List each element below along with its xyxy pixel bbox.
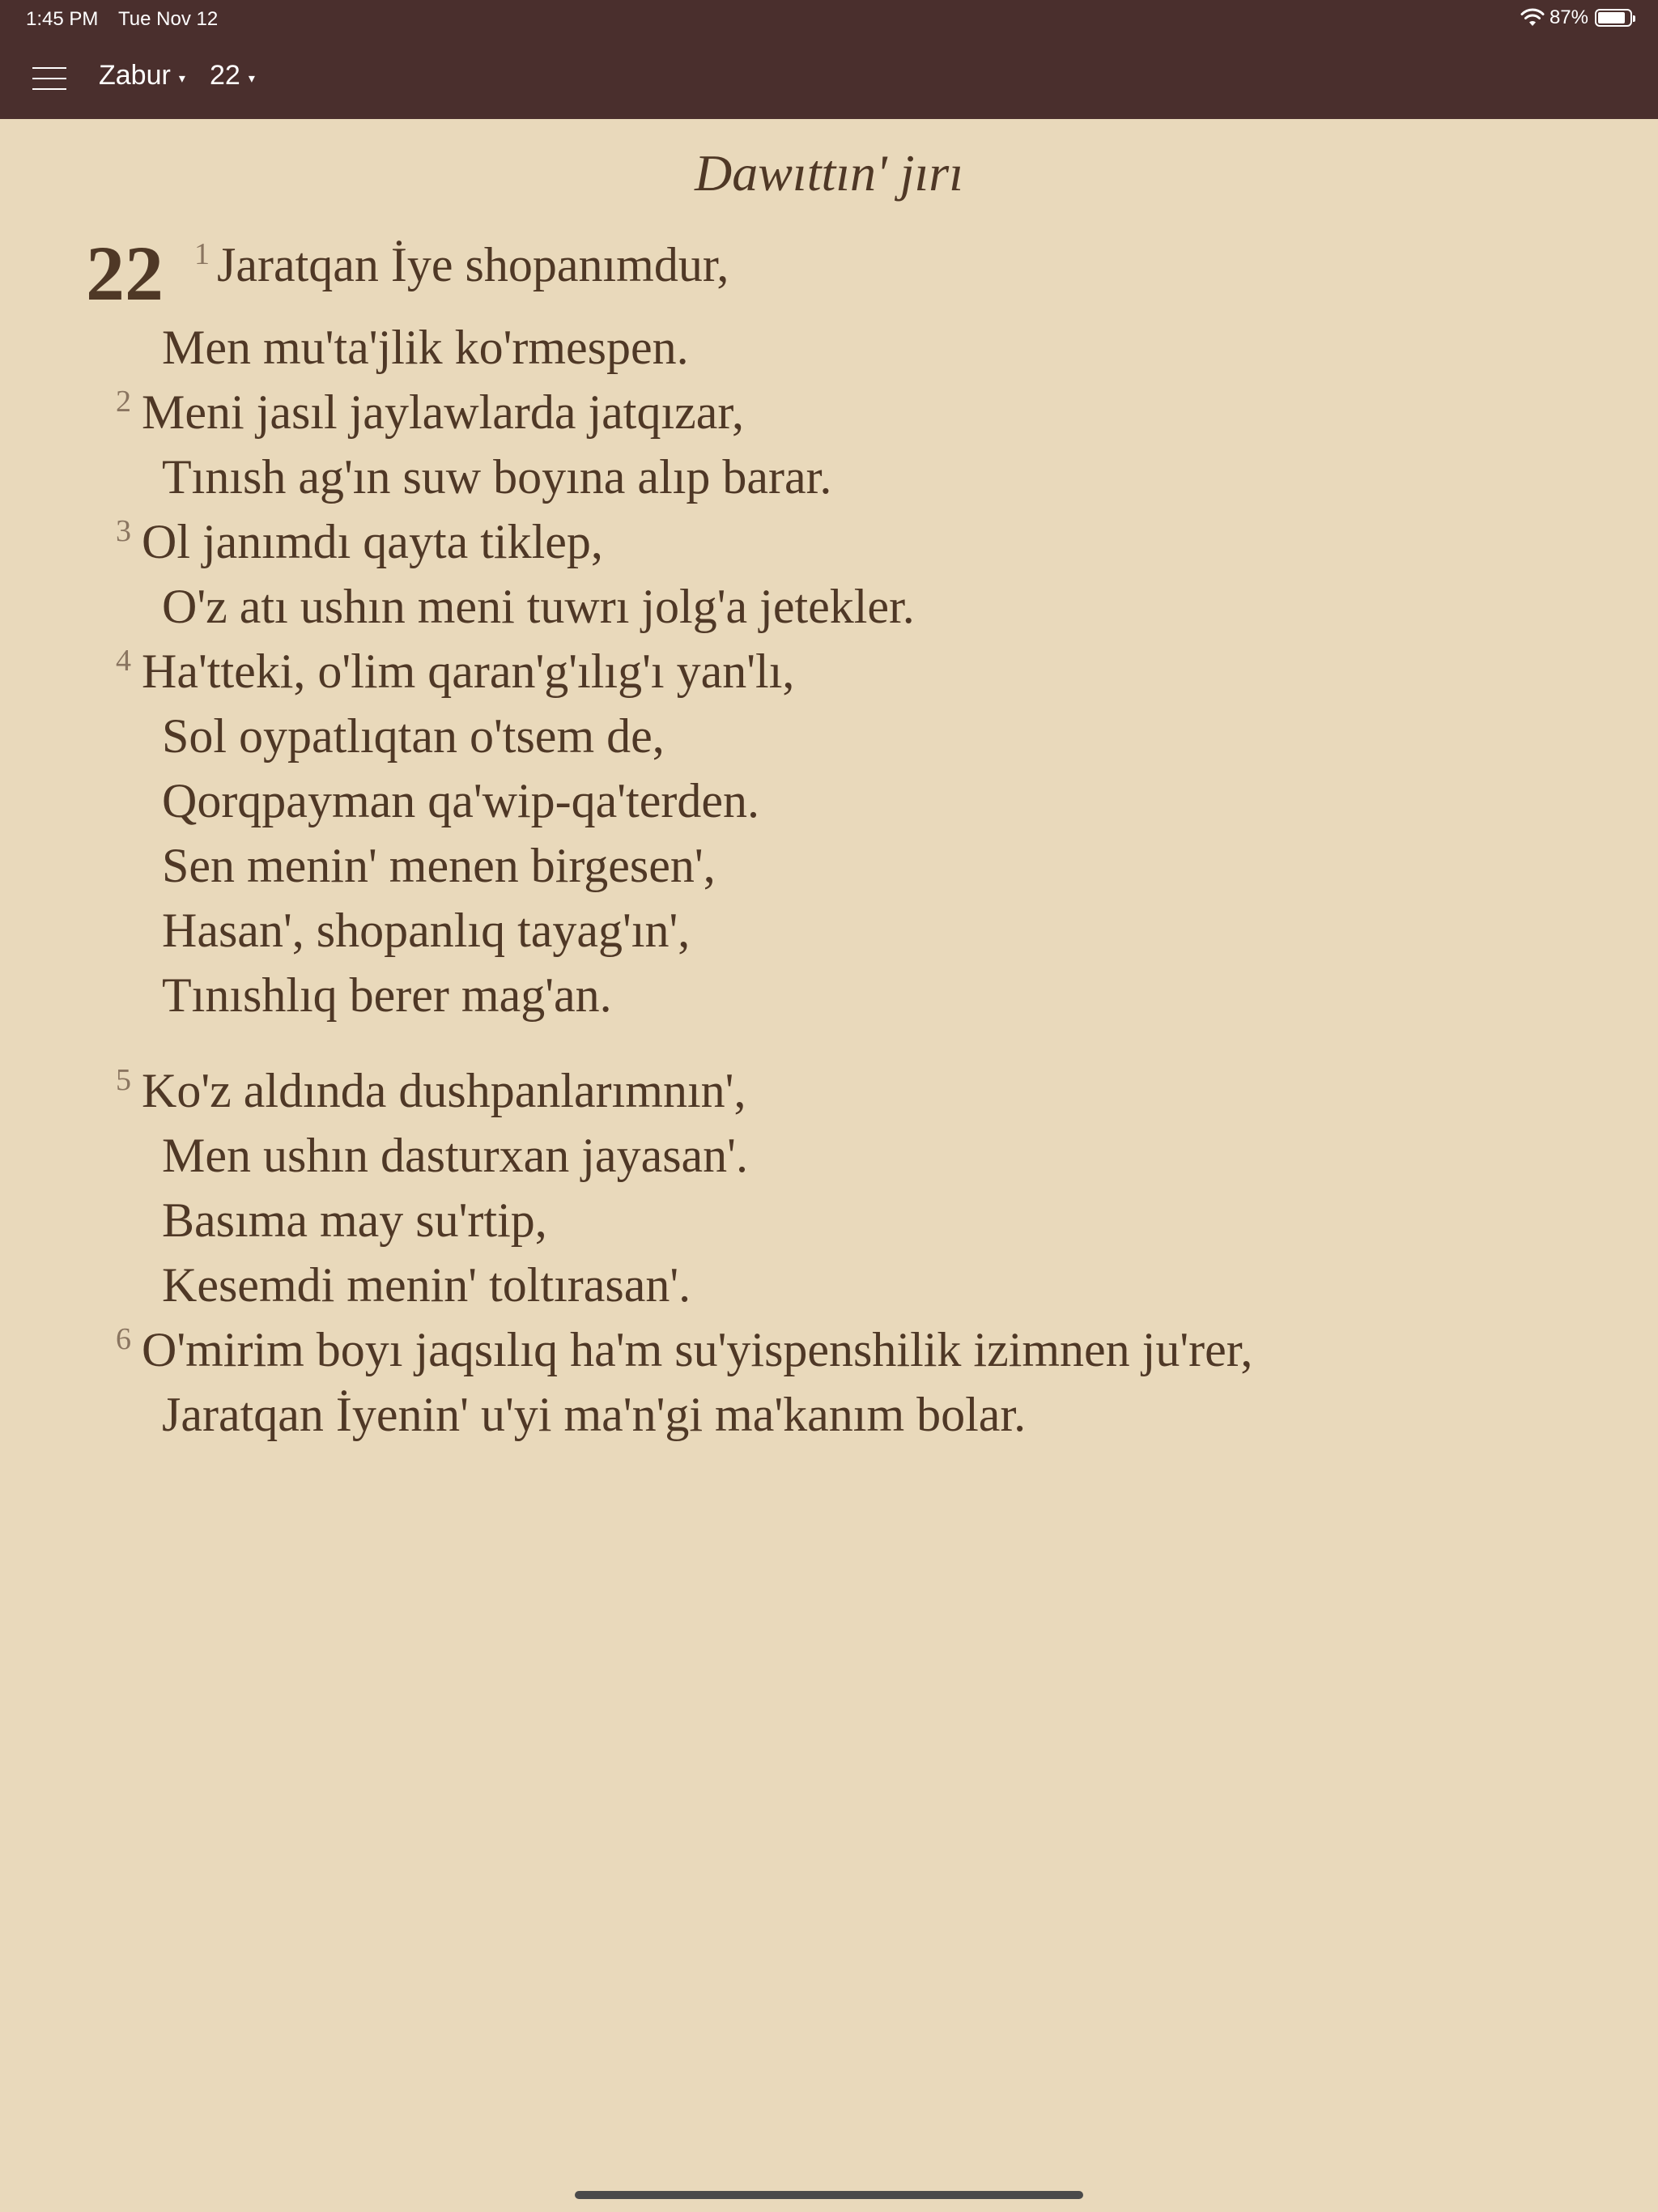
navigation-bar bbox=[0, 38, 1658, 119]
verse-line: Tınısh ag'ın suw boyına alıp barar. bbox=[162, 450, 832, 504]
verse-line: Jaratqan İyenin' u'yi ma'n'gi ma'kanım bolar. bbox=[162, 1388, 1027, 1441]
verse-number: 2 bbox=[116, 385, 131, 419]
battery-icon bbox=[1595, 9, 1632, 27]
verse-line: Ko'z aldında dushpanlarımnın', bbox=[142, 1064, 746, 1117]
hamburger-menu-icon[interactable] bbox=[29, 61, 70, 96]
book-selector[interactable] bbox=[99, 60, 185, 91]
verse-line: Kesemdi menin' toltırasan'. bbox=[162, 1258, 691, 1312]
psalm-title: Dawıttın' jırı bbox=[695, 144, 963, 202]
verse-line: Basıma may su'rtip, bbox=[162, 1193, 547, 1247]
verse-number: 4 bbox=[116, 644, 131, 678]
status-bar bbox=[0, 0, 1658, 38]
verse-line: Ha'tteki, o'lim qaran'g'ılıg'ı yan'lı, bbox=[142, 644, 795, 698]
verse-line: O'mirim boyı jaqsılıq ha'm su'yispenshilik izimnen ju'rer, bbox=[142, 1323, 1253, 1376]
verse-line: Meni jasıl jaylawlarda jatqızar, bbox=[142, 385, 744, 439]
battery-nub bbox=[1633, 15, 1635, 22]
verse-line: Hasan', shopanlıq tayag'ın', bbox=[162, 904, 691, 957]
verse-line: O'z atı ushın meni tuwrı jolg'a jetekler. bbox=[162, 580, 915, 633]
verse-line: Sol oypatlıqtan o'tsem de, bbox=[162, 709, 665, 763]
verse-line: Sen menin' menen birgesen', bbox=[162, 839, 716, 892]
status-time: 1:45 PM bbox=[26, 8, 99, 30]
chapter-name: 22 bbox=[210, 60, 240, 91]
chevron-down-icon: ▾ bbox=[178, 71, 185, 86]
verse-number: 3 bbox=[116, 514, 131, 548]
status-date: Tue Nov 12 bbox=[118, 8, 219, 30]
chapter-number: 22 bbox=[86, 230, 164, 317]
verse-line: Qorqpayman qa'wip-qa'terden. bbox=[162, 774, 760, 827]
verse-line: Tınıshlıq berer mag'an. bbox=[162, 968, 612, 1022]
verse-line: Men ushın dasturxan jayasan'. bbox=[162, 1129, 748, 1182]
verse-number: 6 bbox=[116, 1322, 131, 1356]
wifi-icon bbox=[1520, 8, 1545, 28]
home-indicator[interactable] bbox=[575, 2191, 1083, 2199]
verse-number: 1 bbox=[194, 237, 210, 271]
chevron-down-icon: ▾ bbox=[248, 71, 255, 86]
verse-number: 5 bbox=[116, 1063, 131, 1097]
battery-percent: 87% bbox=[1549, 6, 1588, 28]
verse-line: Ol janımdı qayta tiklep, bbox=[142, 515, 603, 568]
status-indicators bbox=[1520, 6, 1632, 29]
battery-fill bbox=[1598, 12, 1625, 23]
chapter-selector[interactable] bbox=[210, 60, 255, 91]
verse-line: Men mu'ta'jlik ko'rmespen. bbox=[162, 321, 689, 374]
verse-line: Jaratqan İye shopanımdur, bbox=[217, 238, 729, 291]
book-name: Zabur bbox=[99, 60, 171, 91]
